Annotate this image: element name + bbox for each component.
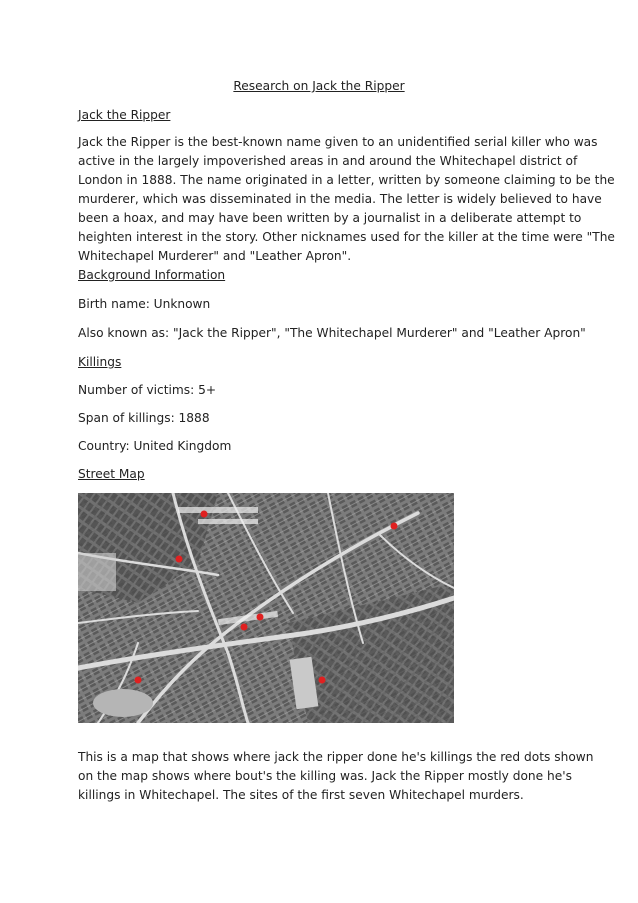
caption-line: on the map shows where bout's the killing was. Jack the Ripper mostly done he's — [78, 769, 572, 783]
street-map-graphic — [78, 493, 454, 723]
intro-line: been a hoax, and may have been written by a journalist in a deliberate attempt to — [78, 211, 582, 225]
intro-line: active in the largely impoverished areas in and around the Whitechapel district of — [78, 154, 578, 168]
murder-site-dot — [241, 624, 248, 631]
murder-site-dot — [319, 677, 326, 684]
birth-name: Birth name: Unknown — [78, 297, 211, 311]
also-known-as: Also known as: "Jack the Ripper", "The Whitechapel Murderer" and "Leather Apron" — [78, 326, 586, 340]
map-caption — [78, 748, 594, 805]
number-of-victims: Number of victims: 5+ — [78, 383, 217, 397]
intro-line: murderer, which was disseminated in the media. The letter is widely believed to have — [78, 192, 602, 206]
caption-line: killings in Whitechapel. The sites of the first seven Whitechapel murders. — [78, 788, 524, 802]
section-heading-street-map: Street Map — [78, 467, 145, 481]
murder-site-dot — [201, 511, 208, 518]
section-heading-killings: Killings — [78, 355, 122, 369]
document-title: Research on Jack the Ripper — [233, 79, 405, 93]
section-heading-background: Background Information — [78, 268, 226, 282]
murder-site-dot — [391, 523, 398, 530]
intro-line: London in 1888. The name originated in a letter, written by someone claiming to be the — [78, 173, 615, 187]
span-of-killings: Span of killings: 1888 — [78, 411, 210, 425]
murder-site-dot — [135, 677, 142, 684]
section-heading-jack-the-ripper: Jack the Ripper — [78, 108, 171, 122]
street-map-image — [78, 493, 454, 723]
country: Country: United Kingdom — [78, 439, 232, 453]
intro-paragraph — [78, 133, 615, 266]
caption-line: This is a map that shows where jack the ripper done he's killings the red dots shown — [78, 750, 594, 764]
murder-site-dot — [257, 614, 264, 621]
intro-line: heighten interest in the story. Other nicknames used for the killer at the time were "The — [78, 230, 615, 244]
intro-line: Whitechapel Murderer" and "Leather Apron". — [78, 249, 352, 263]
intro-line: Jack the Ripper is the best-known name given to an unidentified serial killer who was — [78, 135, 598, 149]
murder-site-dot — [176, 556, 183, 563]
